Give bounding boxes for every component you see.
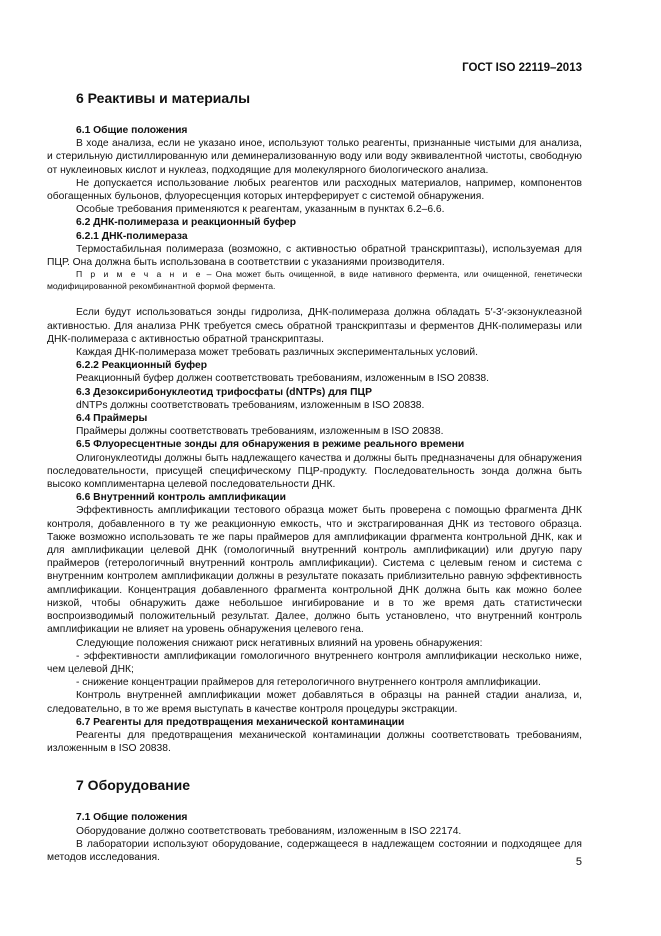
section-6-2-2-title: 6.2.2 Реакционный буфер bbox=[76, 360, 208, 372]
list-item: - эффективности амплификации гомологичного внутреннего контроля амплификации несколько ниже, чем целевой ДНК; bbox=[47, 650, 582, 675]
paragraph: Если будут использоваться зонды гидролиза, ДНК-полимераза должна обладать 5′-3′-экзонуклеазной активностью. Для анализа РНК требуется смесь обратной транскриптазы и ферментов ДНК-полимеразы или ДНК-полимераза с активностью обратной транскриптазы. bbox=[47, 307, 582, 345]
paragraph: Праймеры должны соответствовать требованиям, изложенным в ISO 20838. bbox=[76, 426, 444, 438]
paragraph: Следующие положения снижают риск негативных влияний на уровень обнаружения: bbox=[76, 637, 483, 649]
paragraph: Особые требования применяются к реагентам, указанным в пунктах 6.2–6.6. bbox=[76, 204, 445, 216]
section-7-1-title: 7.1 Общие положения bbox=[76, 812, 188, 824]
paragraph: Оборудование должно соответствовать требованиям, изложенным в ISO 22174. bbox=[76, 825, 462, 837]
page-content bbox=[47, 84, 582, 864]
paragraph: dNTPs должны соответствовать требованиям, изложенным в ISO 20838. bbox=[76, 399, 425, 411]
paragraph: Эффективность амплификации тестового образца может быть проверена с помощью фрагмента ДНК контроля, добавленного в ту же реакционную емкость, что и экстрагированная ДНК из тестового образца. Также возможно использовать те же пары праймеров для амплификации фрагмента контрольной ДНК, как и для амплификации целевой ДНК (гомологичный внутренний контроль амплификации) или другую пару праймеров (гетерологичный внутренний контроль амплификации). Система с целевым геном и система с внутренним контролем амплификации должны в результате показать приблизительно равную эффективность амплификации. Концентрация добавленного фрагмента контрольной ДНК должна быть как можно более низкой, чтобы обнаружить даже небольшое ингибирование и в то же время дать статистически воспроизводимый положительный результат. Далее, должно быть установлено, что внутренний контроль амплификации не влияет на уровень обнаружения целевого гена. bbox=[47, 505, 582, 636]
note-text: – Она может быть очищенной, в виде нативного фермента, или очищенной, генетически модифицированной рекомбинантной формой фермента. bbox=[47, 269, 583, 291]
section-6-2-1-title: 6.2.1 ДНК-полимераза bbox=[76, 230, 188, 242]
note-label: П р и м е ч а н и е bbox=[76, 269, 203, 280]
standard-header: ГОСТ ISO 22119–2013 bbox=[462, 62, 582, 74]
paragraph: Контроль внутренней амплификации может добавляться в образцы на ранней стадии анализа, и, следовательно, в то же время выступать в качестве контроля процедуры экстракции. bbox=[47, 690, 582, 715]
paragraph: Не допускается использование любых реагентов или расходных материалов, например, компонентов обогащенных бульонов, флуоресценция которых интерферирует с системой обнаружения. bbox=[47, 177, 582, 203]
page-number: 5 bbox=[575, 856, 582, 868]
section-6-title: 6 Реактивы и материалы bbox=[76, 90, 251, 106]
paragraph: Каждая ДНК-полимераза может требовать различных экспериментальных условий. bbox=[76, 347, 479, 359]
section-6-6-title: 6.6 Внутренний контроль амплификации bbox=[76, 492, 286, 504]
paragraph: Олигонуклеотиды должны быть надлежащего качества и должны быть предназначены для обнаружения последовательности, присущей специфическому ПЦР-продукту. Последовательность зонда должна быть высоко комплиментарна целевой последовательности ДНК. bbox=[47, 452, 582, 491]
paragraph: В ходе анализа, если не указано иное, используют только реагенты, признанные чистыми для анализа, и стерильную дистиллированную или деминерализованную воду или воду эквивалентной чистоты, свободную от нуклеиновых кислот и нуклеаз, подходящие для молекулярного биологического анализа. bbox=[47, 138, 582, 176]
section-6-3-title: 6.3 Дезоксирибонуклеотид трифосфаты (dNTPs) для ПЦР bbox=[76, 386, 372, 398]
section-6-4-title: 6.4 Праймеры bbox=[76, 413, 148, 425]
note bbox=[47, 269, 582, 292]
paragraph: Термостабильная полимераза (возможно, с активностью обратной транскриптазы), используемая для ПЦР. Она должна быть использована в соответствии с указаниями производителя. bbox=[47, 243, 582, 269]
paragraph: Реагенты для предотвращения механической контаминации должны соответствовать требованиям, изложенным в ISO 20838. bbox=[47, 729, 582, 755]
section-6-5-title: 6.5 Флуоресцентные зонды для обнаружения в режиме реального времени bbox=[76, 439, 465, 451]
paragraph: Реакционный буфер должен соответствовать требованиям, изложенным в ISO 20838. bbox=[76, 373, 490, 385]
section-6-7-title: 6.7 Реагенты для предотвращения механической контаминации bbox=[76, 716, 405, 728]
section-6-1-title: 6.1 Общие положения bbox=[76, 125, 188, 136]
paragraph: В лаборатории используют оборудование, содержащееся в надлежащем состоянии и подходящее для методов исследования. bbox=[47, 838, 582, 863]
section-7-title: 7 Оборудование bbox=[76, 777, 191, 794]
section-6-2-title: 6.2 ДНК-полимераза и реакционный буфер bbox=[76, 217, 297, 229]
list-item: - снижение концентрации праймеров для гетерологичного внутреннего контроля амплификации. bbox=[76, 677, 541, 689]
